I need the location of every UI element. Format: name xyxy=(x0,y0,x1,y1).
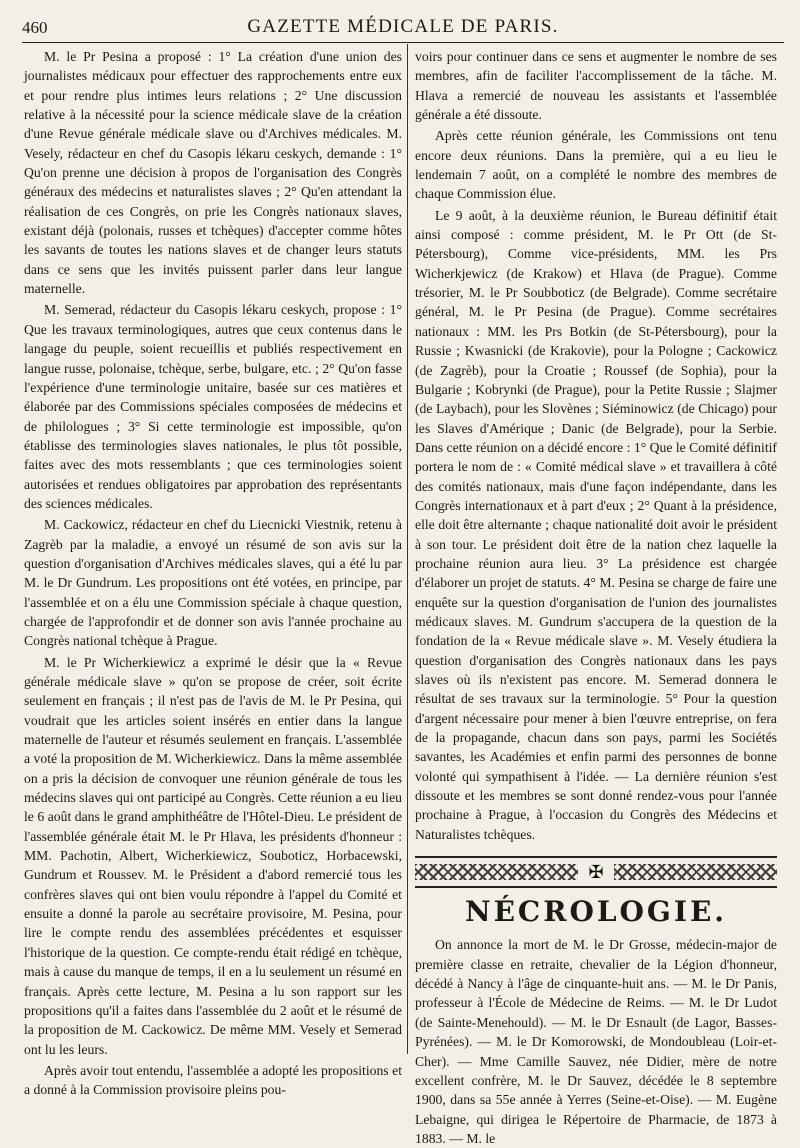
paragraph: Le 9 août, à la deuxième réunion, le Bureau définitif était ainsi composé : comme président, M. le Pr Ott (de St-Pétersbourg), Comme vice-présidents, MM. les Prs Wicherkjewicz (de Krakow) et Hlava (de Prague). Comme trésorier, M. le Pr Soubboticz (de Belgrade). Comme secrétaire général, M. le Pr Pesina (de Prague). Comme secrétaires nationaux : MM. les Prs Botkin (de St-Pétersbourg), pour la Russie ; Kwasnicki (de Krakovie), pour la Pologne ; Cackowicz (de Zagrèb), pour la Croatie ; Roussef (de Sophia), pour la Bulgarie ; Kobrynki (de Prague), pour la Petite Russie ; Slajmer (de Laybach), pour les Slovènes ; Siéminowicz (de Chicago) pour les Slaves d'Amérique ; Danic (de Belgrade), pour la Serbie. Dans cette réunion on a décidé encore : 1° Que le Comité définitif portera le nom de : « Comité médical slave » et travaillera à côté des comités nationaux, mais d'une façon indépendante, dans les Congrès internationaux et à part d'eux ; 2° Quant à la présidence, elle doit être alternante ; chaque nationalité doit avoir le président à son tour. Le président doit être de la nation chez laquelle la prochaine réunion aura lieu. 3° La présidence est chargée d'élaborer un projet de statuts. 4° M. Pesina se charge de faire une enquête sur la question d'organisation de l'union des journalistes médicaux slaves. M. Gundrum s'accupera de la question de la fondation de la « Revue médicale slave ». M. Vesely étudiera la question d'organisation des Congrès nationaux dans les pays slaves où ils n'existent pas encore. M. Semerad donnera le résultat de ses travaux sur la terminologie. 5° Pour la question d'argent nécessaire pour mener à bien l'œuvre entreprise, on fera de la propagande, chacun dans son pays, parmi les Sociétés savantes, les Académies et enfin parmi des personnes de bonne volonté qui sympathisent à l'idée. — La dernière réunion s'est dissoute et les membres se sont donné rendez-vous pour l'année prochaine à Prague, à l'occasion du Congrès des Médecins et Naturalistes tchèques. xyxy=(415,207,777,842)
paragraph: M. Semerad, rédacteur du Casopis lékaru ceskych, propose : 1° Que les travaux terminologiques, autres que ceux contenus dans le langage du peuple, soient recueillis et publiés respectivement en langue russe, polonaise, tchèque, serbe, bulgare, etc. ; 2° Qu'on fasse l'expérience d'une terminologie unitaire, basée sur ces matières et élaborée par des Commissions spéciales composées de médecins et de philologues ; 3° Si cette terminologie est impossible, qu'on établisse des terminologies slaves nationales, le plus tôt possible, faites avec des mots ressemblants ; que ces terminologies soient autorisées et rendues obligatoires par approbation des représentants des sciences médicales. xyxy=(24,302,402,511)
ornament-band-left xyxy=(415,864,578,880)
header-rule xyxy=(22,42,784,43)
paragraph: M. le Pr Pesina a proposé : 1° La création d'une union des journalistes médicaux pour effectuer des rapprochements entre eux et pour rendre plus intimes leurs relations ; 2° Une discussion relative à la nécessité pour la science médicale slave de la création d'une Revue générale médicale slave ou d'Archives médicales. M. Vesely, rédacteur en chef du Casopis lékaru ceskych, demande : 1° Qu'on prenne une décision à propos de l'organisation des Congrès généraux des médecins et naturalistes slaves ; 2° Qu'en attendant la réalisation de ces Congrès, on prie les Congrès nationaux slaves, existant déjà (polonais, russes et tchèques) d'accepter comme hôtes les savants de toutes les nations slaves et de changer leurs statuts dans ce sens que les invités puissent parler dans leur langue maternelle. xyxy=(24,49,402,297)
paragraph: Après avoir tout entendu, l'assemblée a adopté les propositions et a donné à la Commission provisoire pleins pou- xyxy=(24,1062,402,1098)
ornament-cross-icon: ✠ xyxy=(588,862,604,883)
page-header xyxy=(22,14,784,44)
ornamental-border xyxy=(415,856,777,888)
necrologie-heading: NÉCROLOGIE. xyxy=(464,895,728,929)
column-divider xyxy=(407,44,408,1054)
paragraph: M. Cackowicz, rédacteur en chef du Liecnicki Viestnik, retenu à Zagrèb par la maladie, a envoyé un résumé de son avis sur la question d'organisation d'Archives médicales slaves, qui a été lu par M. le Dr Gundrum. Les propositions ont été votées, en principe, par l'assemblée et on a élu une Commission spéciale à chaque question, chargée de l'approfondir et de donner son avis l'année prochaine au Congrès national tchèque à Prague. xyxy=(24,517,402,649)
left-column xyxy=(24,47,402,1100)
page-number: 460 xyxy=(22,18,48,37)
ornament-band-right xyxy=(614,864,777,880)
paragraph: voirs pour continuer dans ce sens et augmenter le nombre de ses membres, afin de faciliter l'accomplissement de la tâche. M. Hlava a remercié de nouveau les assistants et l'assemblée générale a été dissoute. xyxy=(415,49,777,123)
necrologie-text: On annonce la mort de M. le Dr Grosse, médecin-major de première classe en retraite, chevalier de la Légion d'honneur, décédé à Nancy à l'âge de cinquante-huit ans. — M. le Dr Panis, professeur à l'École de Médecine de Reims. — M. le Dr Ludot (de Sainte-Menehould). — M. le Dr Esnault (de Lagor, Basses-Pyrénées). — M. le Dr Komorowski, de Mondoubleau (Loir-et-Cher). — Mme Camille Sauvez, née Didier, mère de notre excellent confrère, M. le Dr Sauvez, décédée le 8 septembre 1900, dans sa 55e année à Yerres (Seine-et-Oise). — M. Eugène Lebaigne, qui dirigea le Répertoire de Pharmacie, de 1873 à 1883. — M. le xyxy=(415,937,777,1146)
right-column xyxy=(415,47,777,1148)
paragraph: M. le Pr Wicherkiewicz a exprimé le désir que la « Revue générale médicale slave » qu'on se propose de créer, soit écrite seulement en français ; il n'est pas de l'avis de M. le Pr Pesina, qui voudrait que les articles soient insérés en entier dans la langue maternelle de l'auteur et résumés seulement en français. L'assemblée a voté la proposition de M. Wicherkiewicz. Dans la même assemblée on a pris la décision de convoquer une réunion générale de tous les médecins slaves qui ont participé au Congrès. Cette réunion a eu lieu le 6 août dans le grand amphithéâtre de l'Hôtel-Dieu. Le président de l'assemblée générale était M. le Pr Hlava, les présidents d'honneur : MM. Pachotin, Albert, Wicherkiewicz, Souboticz, Horbacewski, Gundrum et Roussev. M. le Président a d'abord remercié tous les confrères slaves qui ont bien voulu répondre à l'appel du Comité et ensuite a donné la parole au secrétaire provisoire, M. Pesina, pour lire le compte rendu des assemblées précédentes et esquisser l'historique de la question. Ce compte-rendu était rédigé en tchèque, mais à cause du manque de temps, il en a lu seulement un résumé en français. Après cette lecture, M. Pesina a lu son rapport sur les propositions qu'il a faites dans l'assemblée du 2 août et le résumé de la proposition de M. Cackowicz. De même MM. Vesely et Semerad ont lu les leurs. xyxy=(24,654,402,1057)
journal-title: GAZETTE MÉDICALE DE PARIS. xyxy=(247,16,559,37)
paragraph: Après cette réunion générale, les Commissions ont tenu encore deux réunions. Dans la première, qui a eu lieu le lendemain 7 août, on a complété le nombre des membres de chaque Commission élue. xyxy=(415,128,777,202)
